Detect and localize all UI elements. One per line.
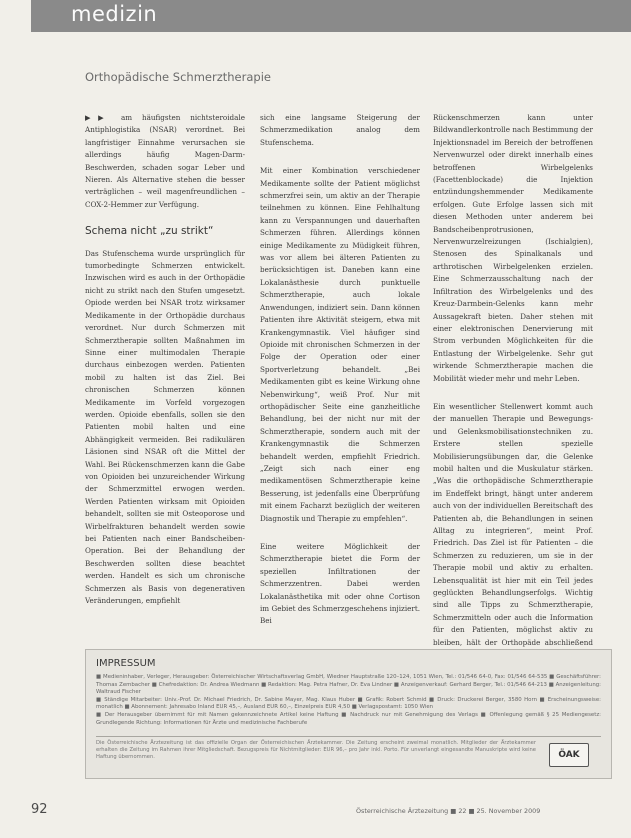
section-label: medizin (71, 2, 158, 26)
impressum-line: ■ Medieninhaber, Verleger, Herausgeber: Österreichischer Wirtschaftsverlag GmbH, Wiedner Hauptstraße 120–124, 1051 Wien, Tel.: 01/546 64-0, Fax: 01/546 64-535 ■ Geschäftsführer: Thomas Zembacher ■ Chefredaktion: Dr. Andrea Wiedmann ■ Redaktion: Mag. Petra Hafner, Dr. Eva Lindner ■ Anzeigenverkauf: Gerhard Berger, Tel.: 01/546 64-213 ■ Anzeigenleitung: Waltraud Fischer (96, 674, 601, 696)
article-column-3 (433, 112, 593, 661)
paragraph-text: Ein wesentlicher Stellenwert kommt auch der manuellen Therapie und Bewegungs- und Gelenksmobilisationstechniken zu. Erstere stellen spezielle Mobilisierungsübungen dar, die Gelenke mobil halten und die Muskulatur stärken. „Was die orthopädische Schmerztherapie im Endeffekt bringt, hängt unter anderem auch von der individuellen Bereitschaft des Patienten ab, die Behandlungen in seinen Alltag zu integrieren“, meint Prof. Friedrich. Das Ziel ist für Patienten – die Schmerzen zu reduzieren, um sie in der Therapie mobil und aktiv zu erhalten. Lebensqualität ist hier mit ein Teil jedes geglückten Behandlungserfolgs. Wichtig sind alle Tipps zu Schmerztherapie, Schmerzmitteln oder auch die Information für den Patienten, möglichst aktiv zu bleiben, hält der Orthopäde abschließend (433, 401, 593, 647)
impressum-box (85, 649, 612, 779)
impressum-divider (96, 736, 601, 737)
impressum-note: Die Österreichische Ärztezeitung ist das offizielle Organ der Österreichischen Ärztekammer. Die Zeitung erscheint zweimal monatlich. Mitglieder der Ärztekammer erhalten die Zeitung im Rahmen ihrer Mitgliedschaft. Bezugspreis für Nichtmitglieder: EUR 96,– pro Jahr inkl. Porto. Für unverlangt eingesandte Manuskripte wird keine Haftung übernommen. (96, 740, 536, 761)
paragraph-gap (433, 385, 593, 401)
paragraph: sich eine langsame Steigerung der Schmerzmedikation analog dem Stufenschema. (260, 113, 420, 147)
impressum-body (96, 674, 601, 727)
impressum-line: ■ Ständige Mitarbeiter: Univ.-Prof. Dr. Michael Friedrich, Dr. Sabine Mayer, Mag. Klaus Huber ■ Grafik: Robert Schmid ■ Druck: Druckerei Berger, 3580 Horn ■ Erscheinungsweise: monatlich ■ Abonnement: Jahresabo Inland EUR 45,–, Ausland EUR 60,–, Einzelpreis EUR 4,50 ■ Verlagspostamt: 1050 Wien (96, 696, 601, 711)
publisher-logo: ÖAK (549, 743, 589, 767)
subheading: Schema nicht „zu strikt“ (85, 225, 214, 238)
paragraph (433, 401, 593, 662)
paragraph: Rückenschmerzen kann unter Bildwandlerkontrolle nach Bestimmung der Injektionsnadel im Bereich der betroffenen Nervenwurzel oder direkt innerhalb eines betroffenen Wirbelgelenks (Facettenblockade) die Injektion entzündungshemmender Medikamente erfolgen. Gute Erfolge lassen sich mit diesen Methoden unter anderem bei Bandscheibenprotrusionen, Nervenwurzelreizungen (Ischialgien), Stenosen des Spinalkanals und arthrotischen Wirbelgelenken erzielen. Eine Schmerzausschaltung nach der Infiltration des Wirbelgelenks und des Kreuz-Darmbein-Gelenks kann mehr Aussagekraft bieten. Daher stehen mit einer elektronischen Denervierung mit Strom verbunden Möglichkeiten für die Entlastung der Wirbelgelenke. Sehr gut wirkende Schmerztherapie machen die Mobilität wieder mehr und mehr Leben. (433, 113, 593, 383)
paragraph: Eine weitere Möglichkeit der Schmerztherapie bietet die Form der speziellen Infiltrationen der Schmerzzentren. Dabei werden Lokalanästhetika mit oder ohne Cortison im Gebiet des Schmerzgeschehens injiziert. Bei (260, 542, 420, 626)
article-title: Orthopädische Schmerztherapie (85, 70, 271, 84)
paragraph-gap (260, 525, 420, 541)
paragraph-gap (260, 149, 420, 165)
article-column-2 (260, 112, 420, 628)
paragraph: Das Stufenschema wurde ursprünglich für tumorbedingte Schmerzen entwickelt. Inzwischen wird es auch in der Orthopädie nicht zu strikt nach den Stufen umgesetzt. Opiode werden bei NSAR trotz wirksamer Medikamente in der Orthopädie durchaus verordnet. Nur durch Schmerzen mit Schmerztherapie sollten Maßnahmen im Sinne einer multimodalen Therapie durchaus einbezogen werden. Patienten mobil zu halten ist das Ziel. Bei chronischen Schmerzen können Medikamente im Vorfeld vorgezogen werden. Opioide ebenfalls, sollen sie den Patienten mobil halten und eine Abhängigkeit vermeiden. Bei radikulären Läsionen sind NSAR oft die Mittel der Wahl. Bei Rückenschmerzen kann die Gabe von Opioiden bei unzureichender Wirkung der Schmerzmittel erwogen werden. Werden Patienten wirksam mit Opioiden behandelt, sollten sie mit Osteoporose und Wirbelfrakturen behandelt werden sowie bei Patienten nach einer Bandscheiben-Operation. Bei der Behandlung der Beschwerden sollten diese beachtet werden. Handelt es sich um chronische Schmerzen als Basis von degenerativen Veränderungen, empfiehlt (85, 248, 245, 606)
impressum-heading: IMPRESSUM (96, 658, 156, 669)
article-column-1 (85, 112, 245, 607)
publication-footer: Österreichische Ärztezeitung ■ 22 ■ 25. November 2009 (356, 807, 541, 815)
section-header-bar (31, 0, 631, 32)
page-number: 92 (31, 802, 48, 817)
impressum-line: ■ Der Herausgeber übernimmt für mit Namen gekennzeichnete Artikel keine Haftung ■ Nachdruck nur mit Genehmigung des Verlags ■ Offenlegung gemäß § 25 Mediengesetz: Grundlegende Richtung: Informationen für Ärzte und medizinische Fachberufe (96, 711, 601, 726)
paragraph: ▶▶ am häufigsten nichtsteroidale Antiphlogistika (NSAR) verordnet. Bei langfristiger Einnahme verursachen sie allerdings häufig Magen-Darm-Beschwerden, schaden sogar Leber und Nieren. Als Alternative stehen die besser verträglichen – weil magenfreundlichen – COX-2-Hemmer zur Verfügung. (85, 113, 245, 209)
paragraph: Mit einer Kombination verschiedener Medikamente sollte der Patient möglichst schmerzfrei sein, um aktiv an der Therapie teilnehmen zu können. Eine Fehlhaltung kann zu Verspannungen und dauerhaften Schmerzen führen. Allerdings können einige Medikamente zu Müdigkeit führen, was vor allem bei älteren Patienten zu berücksichtigen ist. Daneben kann eine Lokalanästhesie durch punktuelle Schmerztherapie, auch lokale Anwendungen, indiziert sein. Dann können Patienten ihre Aktivität steigern, etwa mit Krankengymnastik. Viel häufiger sind Opioide mit chronischen Schmerzen in der Folge der Operation oder einer Sportverletzung behandelt. „Bei Medikamenten gibt es keine Wirkung ohne Nebenwirkung“, weiß Prof. Nur mit orthopädischer Seite eine ganzheitliche Behandlung, bei der nicht nur mit der Schmerztherapie, sondern auch mit der Krankengymnastik die Schmerzen behandelt werden, empfiehlt Friedrich. „Zeigt sich nach einer eng medikamentösen Schmerztherapie keine Besserung, ist jedenfalls eine Überprüfung mit einem Facharzt bezüglich der weiteren Diagnostik und Therapie zu empfehlen“. (260, 166, 420, 523)
